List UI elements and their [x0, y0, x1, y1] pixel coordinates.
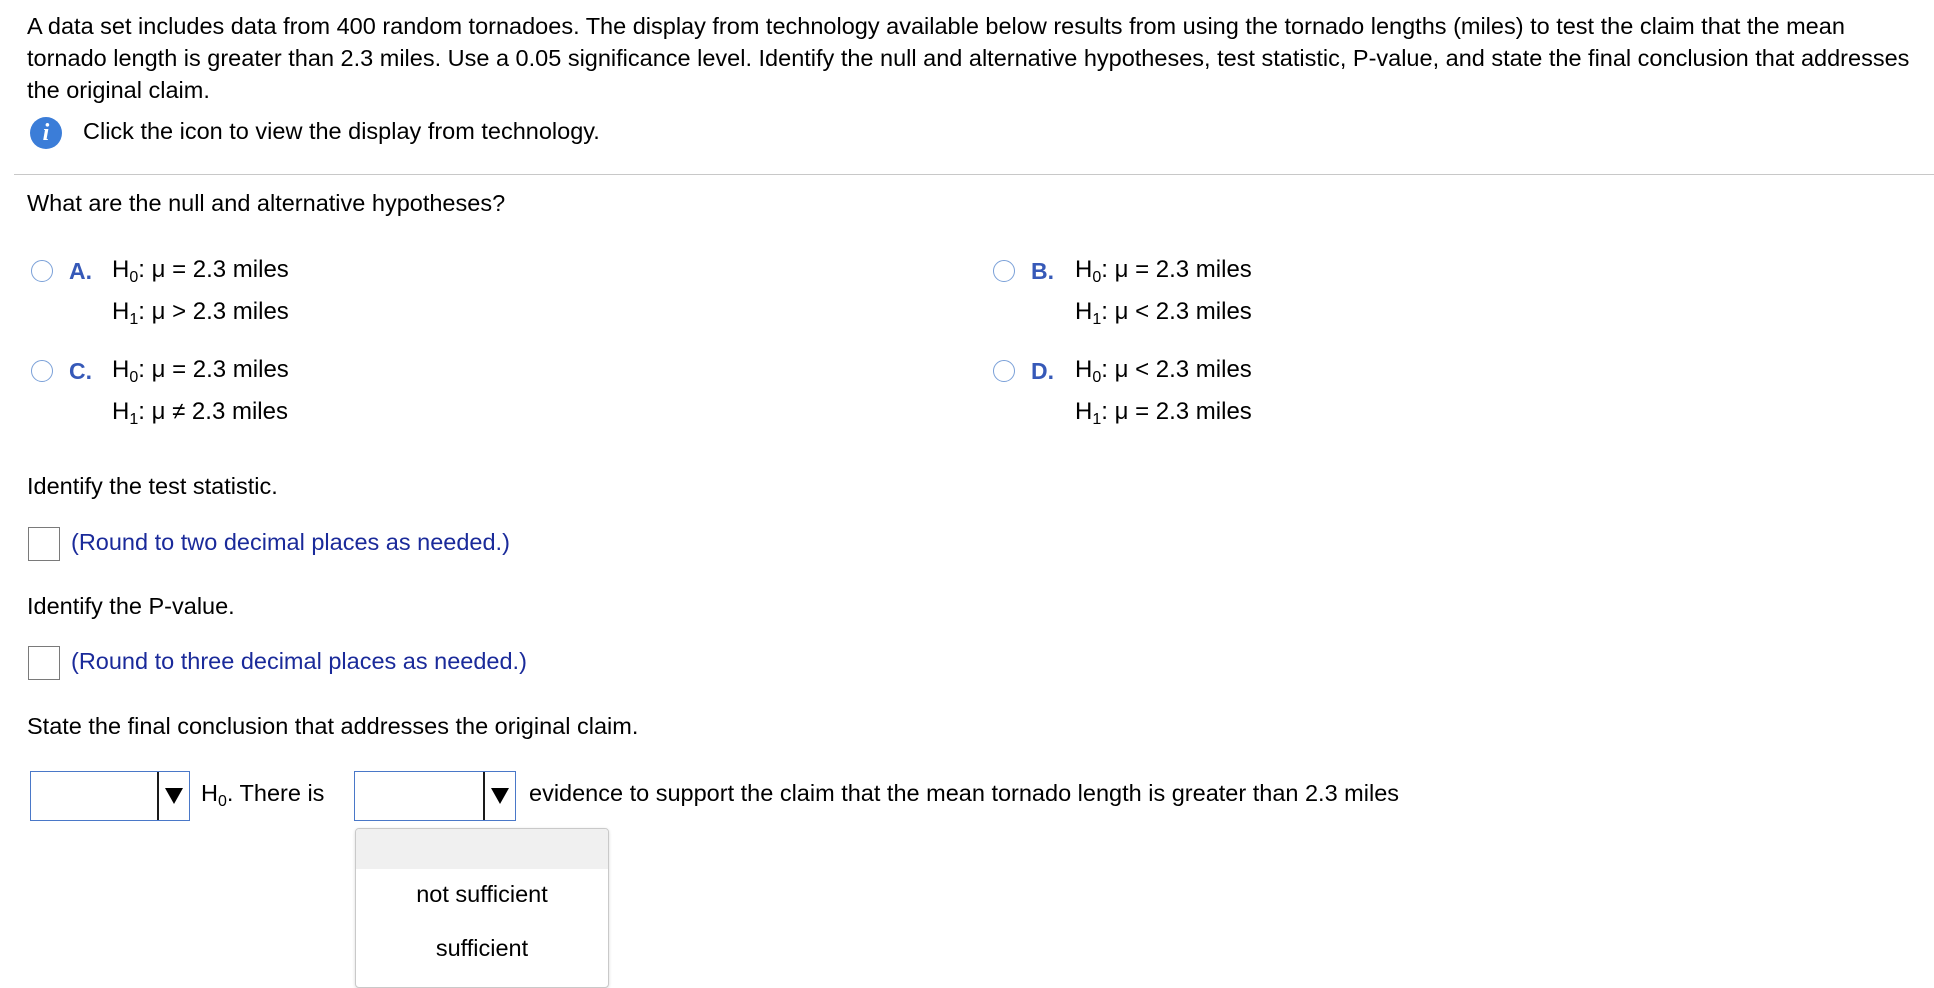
conclusion-question: State the final conclusion that addresses the original claim.	[27, 713, 639, 739]
option-d-h1: $H_1$: μ = 2.3 miles	[1075, 398, 1252, 428]
conclusion-h0-text: $H_0$. There is	[201, 780, 325, 810]
option-a-radio[interactable]	[31, 260, 53, 282]
test-statistic-input[interactable]	[28, 527, 60, 561]
option-a-h0: $H_0$: μ = 2.3 miles	[112, 256, 289, 286]
option-c-letter: C.	[69, 358, 92, 384]
option-b-h1: $H_1$: μ < 2.3 miles	[1075, 298, 1252, 328]
divider	[14, 174, 1934, 175]
p-value-input[interactable]	[28, 646, 60, 680]
option-c-radio[interactable]	[31, 360, 53, 382]
dropdown-option-sufficient[interactable]: sufficient	[435, 935, 529, 961]
conclusion-tail-text: evidence to support the claim that the mean tornado length is greater than 2.3 miles	[529, 780, 1400, 806]
chevron-down-icon[interactable]	[485, 772, 515, 820]
option-d-letter: D.	[1031, 358, 1054, 384]
option-c-h1: $H_1$: μ ≠ 2.3 miles	[112, 398, 288, 428]
p-value-hint: (Round to three decimal places as needed.)	[71, 648, 527, 674]
conclusion-evidence-select[interactable]	[354, 771, 516, 821]
option-a-h1: $H_1$: μ > 2.3 miles	[112, 298, 289, 328]
info-icon[interactable]: i	[30, 117, 62, 149]
option-c-h0: $H_0$: μ = 2.3 miles	[112, 356, 289, 386]
p-value-question: Identify the P-value.	[27, 593, 235, 619]
option-d-h0: $H_0$: μ < 2.3 miles	[1075, 356, 1252, 386]
hypotheses-question: What are the null and alternative hypotheses?	[27, 190, 506, 216]
evidence-dropdown-menu	[355, 828, 609, 988]
dropdown-blank-option[interactable]	[356, 829, 608, 869]
option-d-radio[interactable]	[993, 360, 1015, 382]
chevron-down-icon[interactable]	[159, 772, 189, 820]
dropdown-option-not-sufficient[interactable]: not sufficient	[416, 881, 548, 907]
info-link-text: Click the icon to view the display from technology.	[83, 118, 600, 144]
conclusion-reject-select[interactable]	[30, 771, 190, 821]
test-statistic-question: Identify the test statistic.	[27, 473, 278, 499]
problem-text: A data set includes data from 400 random tornadoes. The display from technology available below results from using the tornado lengths (miles) to test the claim that the mean tornado length is greater than 2.3 miles. Use a 0.05 significance level. Identify the null and alternative hypotheses, test statistic, P-value, and state the final conclusion that addresses the original claim.	[27, 13, 1910, 103]
test-statistic-hint: (Round to two decimal places as needed.)	[71, 529, 510, 555]
option-b-letter: B.	[1031, 258, 1054, 284]
option-b-radio[interactable]	[993, 260, 1015, 282]
option-b-h0: $H_0$: μ = 2.3 miles	[1075, 256, 1252, 286]
option-a-letter: A.	[69, 258, 92, 284]
